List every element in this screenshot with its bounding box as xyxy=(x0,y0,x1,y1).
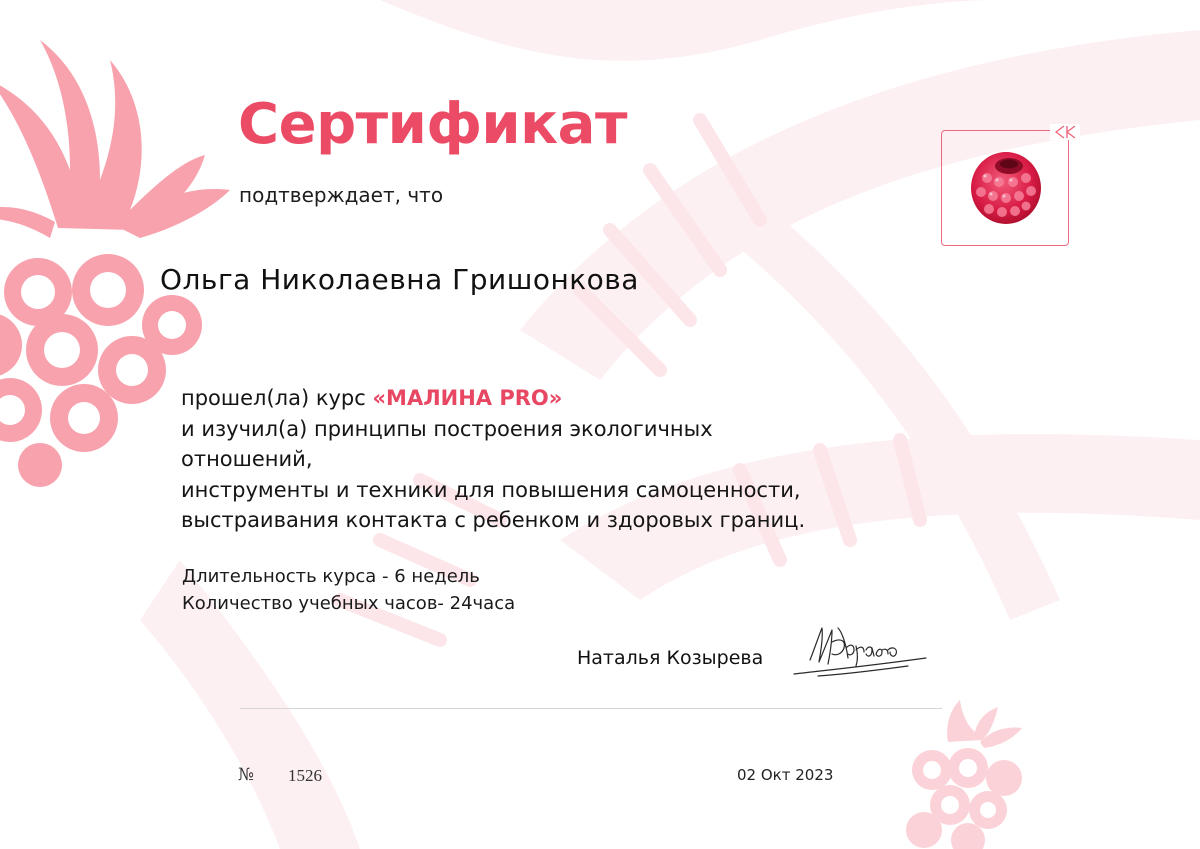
recipient-name: Ольга Николаевна Гришонкова xyxy=(160,263,639,296)
raspberry-logo-icon xyxy=(965,144,1047,228)
course-name: «МАЛИНА PRO» xyxy=(372,386,563,410)
certificate-number-label: № xyxy=(238,765,255,785)
signer-name: Наталья Козырева xyxy=(577,647,764,669)
certificate-title: Сертификат xyxy=(238,92,627,157)
certificate-number: 1526 xyxy=(288,766,322,785)
handwritten-signature xyxy=(788,620,930,682)
course-prefix: прошел(ла) курс xyxy=(181,386,373,410)
body-line: выстраивания контакта с ребенком и здоровых границ. xyxy=(181,508,806,532)
course-details xyxy=(182,563,515,617)
footer-divider xyxy=(240,708,942,709)
certificate-subtitle: подтверждает, что xyxy=(239,183,444,207)
course-duration: Длительность курса - 6 недель xyxy=(182,566,480,587)
certificate-date: 02 Окт 2023 xyxy=(737,766,834,784)
body-line: отношений, xyxy=(181,447,313,471)
brand-mark-icon xyxy=(1050,124,1080,140)
certificate-body xyxy=(181,383,941,536)
body-line: инструменты и техники для повышения самоценности, xyxy=(181,477,801,502)
body-line: и изучил(а) принципы построения экологичных xyxy=(181,416,713,441)
course-hours: Количество учебных часов- 24часа xyxy=(182,593,516,614)
course-line xyxy=(181,383,941,414)
